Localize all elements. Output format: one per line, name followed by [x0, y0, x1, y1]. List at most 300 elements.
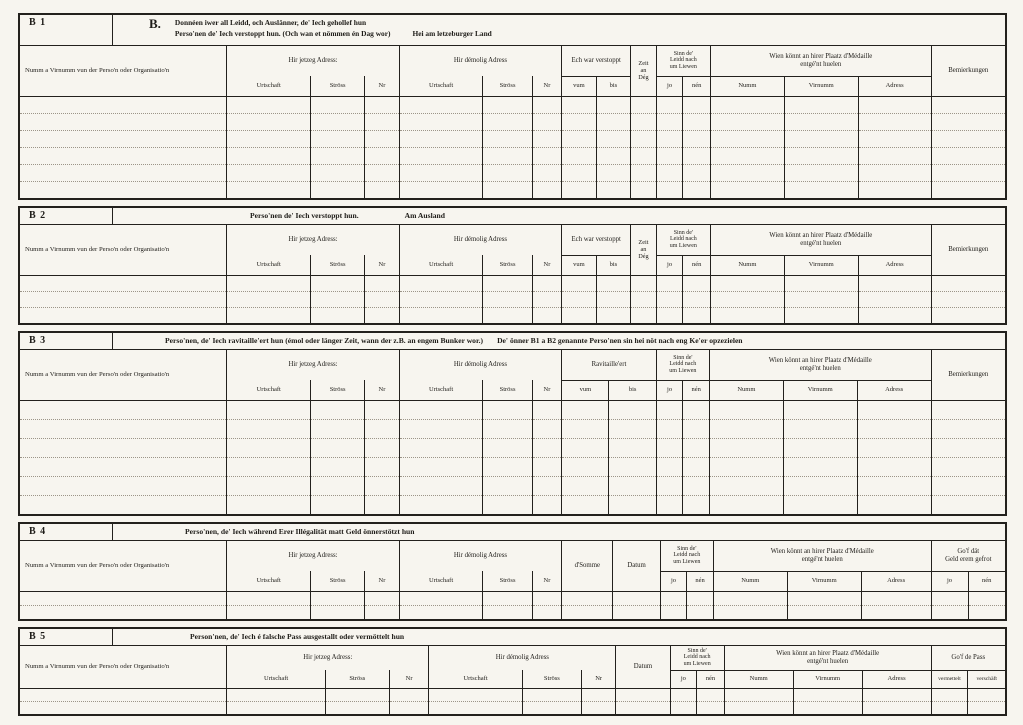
entry-cell: [483, 147, 532, 164]
entry-cell: [581, 701, 615, 714]
entry-cell: [365, 419, 399, 438]
sub-nr: Nr: [365, 571, 399, 591]
entry-cell: [532, 307, 562, 323]
entry-cell: [931, 147, 1005, 164]
col-remarks: Bemierkungen: [931, 46, 1005, 96]
b1-title-block: [113, 15, 492, 45]
entry-cell: [20, 457, 227, 476]
entry-cell: [483, 164, 532, 181]
entry-cell: [656, 495, 683, 514]
header-line: Leidd nach: [669, 57, 697, 64]
table-row: [20, 147, 1005, 164]
header-line: entgé'nt huelen: [800, 60, 842, 68]
entry-cell: [311, 307, 365, 323]
b4-title-block: [113, 524, 415, 540]
entry-cell: [227, 495, 311, 514]
entry-cell: [311, 275, 365, 291]
entry-cell: [857, 400, 931, 419]
sub-vum: vum: [562, 76, 596, 96]
entry-cell: [858, 307, 931, 323]
col-alive: [656, 46, 710, 76]
header-line: Zeit: [638, 238, 649, 246]
section-b1: [18, 13, 1007, 200]
sub-virnumm: Virnumm: [784, 255, 858, 275]
col-zeit-an-deg: [631, 46, 657, 96]
entry-cell: [532, 130, 562, 147]
sub-verschaft: verschäft: [968, 670, 1005, 688]
entry-cell: [399, 605, 483, 619]
entry-cell: [562, 419, 609, 438]
entry-cell: [631, 275, 657, 291]
col-remarks: Bemierkungen: [931, 225, 1005, 275]
sub-urtschaft: Urtschaft: [227, 380, 311, 400]
entry-cell: [532, 96, 562, 113]
entry-cell: [683, 164, 711, 181]
entry-cell: [793, 688, 862, 701]
entry-cell: [532, 476, 562, 495]
entry-cell: [325, 701, 389, 714]
entry-cell: [857, 476, 931, 495]
header-line: entgé'nt huelen: [799, 364, 841, 372]
table-row: [20, 307, 1005, 323]
sub-urtschaft: Urtschaft: [399, 76, 483, 96]
sub-urtschaft: Urtschaft: [399, 380, 483, 400]
header-line: an: [640, 67, 647, 75]
entry-cell: [968, 688, 1005, 701]
b4-table: [20, 541, 1005, 619]
entry-cell: [596, 113, 630, 130]
col-current-address: Hir jetzeg Adress:: [227, 46, 399, 76]
col-pass: Go'f de Pass: [931, 646, 1005, 670]
entry-cell: [532, 457, 562, 476]
col-name: Numm a Virnumm vun der Perso'n oder Organisatio'n: [20, 541, 227, 591]
entry-cell: [783, 419, 857, 438]
table-row: [20, 113, 1005, 130]
b3-title: Perso'nen, de' Iech ravitaille'ert hun (émol oder länger Zeit, wann der z.B. an engem Bunker wor.): [165, 335, 484, 345]
entry-cell: [783, 457, 857, 476]
entry-cell: [227, 275, 311, 291]
entry-cell: [656, 96, 683, 113]
entry-cell: [562, 164, 596, 181]
entry-cell: [660, 605, 687, 619]
entry-cell: [596, 291, 630, 307]
entry-cell: [532, 438, 562, 457]
col-former-address: Hir démolig Adress: [399, 350, 562, 380]
sub-nen: nén: [683, 76, 711, 96]
entry-cell: [365, 457, 399, 476]
b4-titlebar: [20, 524, 1005, 541]
table-row: [20, 457, 1005, 476]
col-medal: [710, 225, 931, 255]
col-zeit-an-deg: [631, 225, 657, 275]
header-line: entgé'nt huelen: [801, 555, 843, 563]
header-line: entgé'nt huelen: [807, 657, 849, 665]
col-hidden-period: Ech war verstoppt: [562, 225, 631, 255]
entry-cell: [365, 275, 399, 291]
sub-urtschaft: Urtschaft: [227, 255, 311, 275]
entry-cell: [20, 96, 227, 113]
entry-cell: [399, 291, 483, 307]
entry-cell: [365, 181, 399, 198]
entry-cell: [532, 605, 562, 619]
header-line: Leidd nach: [683, 654, 711, 661]
b1-title-line1: Donnéen iwer all Leidd, och Auslänner, de' Iech gehollef hun: [174, 18, 367, 27]
table-row: [20, 495, 1005, 514]
entry-cell: [683, 476, 710, 495]
entry-cell: [483, 96, 532, 113]
entry-cell: [227, 591, 311, 605]
b3-title2: De' önner B1 a B2 genannte Perso'nen sin hei nöt nach eng Ke'er opzezielen: [497, 335, 743, 345]
entry-cell: [609, 400, 656, 419]
entry-cell: [227, 96, 311, 113]
entry-cell: [931, 457, 1005, 476]
header-line: Wien könnt an hirer Plaatz d'Médaille: [769, 52, 873, 60]
header-line: um Liewen: [683, 661, 711, 668]
sub-jo: jo: [670, 670, 697, 688]
entry-cell: [562, 291, 596, 307]
entry-cell: [399, 591, 483, 605]
entry-cell: [710, 164, 784, 181]
entry-cell: [399, 130, 483, 147]
entry-cell: [616, 688, 670, 701]
entry-cell: [687, 605, 714, 619]
sub-stross: Ströss: [311, 255, 365, 275]
entry-cell: [20, 701, 227, 714]
sub-adress: Adress: [861, 571, 931, 591]
entry-cell: [683, 147, 711, 164]
entry-cell: [631, 181, 657, 198]
header-line: Sinn de': [673, 229, 693, 236]
b3-title-block: [113, 333, 743, 349]
entry-cell: [311, 130, 365, 147]
sub-bis: bis: [609, 380, 656, 400]
entry-cell: [399, 476, 483, 495]
entry-cell: [227, 291, 311, 307]
entry-cell: [862, 701, 931, 714]
col-datum: Datum: [613, 541, 660, 591]
sub-nr: Nr: [532, 380, 562, 400]
table-row: [20, 438, 1005, 457]
entry-cell: [784, 130, 858, 147]
entry-cell: [532, 181, 562, 198]
table-row: [20, 688, 1005, 701]
entry-cell: [20, 291, 227, 307]
header-line: Dég: [638, 74, 649, 82]
section-b4: [18, 522, 1007, 621]
entry-cell: [399, 307, 483, 323]
entry-cell: [227, 419, 311, 438]
entry-cell: [389, 688, 428, 701]
entry-cell: [581, 688, 615, 701]
b1-title-right: Hei am letzeburger Land: [412, 29, 492, 39]
entry-cell: [20, 438, 227, 457]
entry-cell: [724, 701, 793, 714]
entry-cell: [858, 113, 931, 130]
entry-cell: [399, 457, 483, 476]
entry-cell: [562, 591, 613, 605]
entry-cell: [784, 307, 858, 323]
sub-adress: Adress: [858, 76, 931, 96]
entry-cell: [20, 130, 227, 147]
entry-cell: [697, 688, 725, 701]
entry-cell: [365, 495, 399, 514]
entry-cell: [787, 591, 861, 605]
entry-cell: [399, 113, 483, 130]
entry-cell: [931, 438, 1005, 457]
section-b3: [18, 331, 1007, 516]
header-line: Leidd nach: [673, 552, 701, 559]
entry-cell: [609, 438, 656, 457]
entry-cell: [670, 701, 697, 714]
entry-cell: [20, 476, 227, 495]
sub-jo: jo: [660, 571, 687, 591]
entry-cell: [596, 181, 630, 198]
entry-cell: [532, 495, 562, 514]
sub-bis: bis: [596, 76, 630, 96]
entry-cell: [631, 130, 657, 147]
entry-cell: [858, 275, 931, 291]
entry-cell: [399, 495, 483, 514]
entry-cell: [710, 96, 784, 113]
entry-cell: [429, 688, 523, 701]
col-name: Numm a Virnumm vun der Perso'n oder Organisatio'n: [20, 225, 227, 275]
col-current-address: Hir jetzeg Adress:: [227, 225, 399, 255]
entry-cell: [532, 419, 562, 438]
entry-cell: [784, 275, 858, 291]
entry-cell: [365, 400, 399, 419]
entry-cell: [931, 275, 1005, 291]
entry-cell: [429, 701, 523, 714]
sub-adress: Adress: [857, 380, 931, 400]
header-line: um Liewen: [673, 559, 701, 566]
entry-cell: [931, 701, 968, 714]
sub-numm: Numm: [724, 670, 793, 688]
entry-cell: [931, 591, 968, 605]
col-name: Numm a Virnumm vun der Perso'n oder Organisatio'n: [20, 646, 227, 688]
header-line: um Liewen: [669, 64, 697, 71]
entry-cell: [227, 113, 311, 130]
entry-cell: [227, 688, 326, 701]
table-row: [20, 291, 1005, 307]
entry-cell: [931, 605, 968, 619]
entry-cell: [227, 400, 311, 419]
b5-table: [20, 646, 1005, 714]
entry-cell: [562, 147, 596, 164]
entry-cell: [399, 96, 483, 113]
entry-cell: [562, 495, 609, 514]
col-medal: [724, 646, 931, 670]
section-b2: [18, 206, 1007, 325]
col-medal: [713, 541, 931, 571]
entry-cell: [532, 113, 562, 130]
entry-cell: [784, 96, 858, 113]
entry-cell: [687, 591, 714, 605]
sub-nr: Nr: [532, 76, 562, 96]
entry-cell: [483, 113, 532, 130]
entry-cell: [365, 96, 399, 113]
entry-cell: [609, 457, 656, 476]
entry-cell: [562, 181, 596, 198]
entry-cell: [931, 291, 1005, 307]
entry-cell: [656, 438, 683, 457]
table-row: [20, 164, 1005, 181]
entry-cell: [857, 438, 931, 457]
entry-cell: [311, 181, 365, 198]
entry-cell: [596, 96, 630, 113]
col-current-address: Hir jetzeg Adress:: [227, 541, 399, 571]
sub-vermettelt: vermettelt: [931, 670, 968, 688]
entry-cell: [483, 495, 532, 514]
table-row: [20, 181, 1005, 198]
entry-cell: [709, 457, 783, 476]
table-row: [20, 476, 1005, 495]
entry-cell: [532, 291, 562, 307]
entry-cell: [656, 147, 683, 164]
entry-cell: [311, 113, 365, 130]
sub-nr: Nr: [581, 670, 615, 688]
header-line: Wien könnt an hirer Plaatz d'Médaille: [769, 231, 873, 239]
entry-cell: [656, 164, 683, 181]
entry-cell: [227, 701, 326, 714]
sub-urtschaft: Urtschaft: [399, 571, 483, 591]
entry-cell: [710, 130, 784, 147]
entry-cell: [311, 419, 365, 438]
entry-cell: [562, 130, 596, 147]
sub-numm: Numm: [710, 255, 784, 275]
entry-cell: [784, 291, 858, 307]
b5-section-id: B 5: [20, 629, 113, 645]
b4-section-id: B 4: [20, 524, 113, 540]
sub-stross: Ströss: [325, 670, 389, 688]
sub-urtschaft: Urtschaft: [227, 571, 311, 591]
b4-title: Perso'nen, de' Iech während Erer Illégalität matt Geld önnerstötzt hun: [185, 526, 415, 536]
col-current-address: Hir jetzeg Adress:: [227, 350, 399, 380]
table-row: [20, 400, 1005, 419]
sub-jo: jo: [656, 380, 683, 400]
entry-cell: [609, 419, 656, 438]
entry-cell: [656, 307, 683, 323]
entry-cell: [968, 591, 1005, 605]
entry-cell: [365, 591, 399, 605]
entry-cell: [710, 275, 784, 291]
entry-cell: [710, 307, 784, 323]
col-alive: [656, 350, 709, 380]
b5-title: Person'nen, de' Iech é falsche Pass ausgestallt oder vermöttelt hun: [190, 631, 405, 641]
sub-stross: Ströss: [311, 571, 365, 591]
entry-cell: [227, 476, 311, 495]
sub-nen: nén: [697, 670, 725, 688]
entry-cell: [311, 96, 365, 113]
entry-cell: [609, 495, 656, 514]
entry-cell: [20, 688, 227, 701]
entry-cell: [793, 701, 862, 714]
entry-cell: [311, 400, 365, 419]
sub-urtschaft: Urtschaft: [227, 670, 326, 688]
entry-cell: [562, 96, 596, 113]
sub-stross: Ströss: [483, 571, 532, 591]
entry-cell: [857, 419, 931, 438]
entry-cell: [365, 164, 399, 181]
entry-cell: [562, 605, 613, 619]
b2-subtitle: Am Ausland: [404, 210, 445, 220]
sub-urtschaft: Urtschaft: [429, 670, 523, 688]
entry-cell: [709, 476, 783, 495]
entry-cell: [683, 96, 711, 113]
col-medal: [710, 46, 931, 76]
entry-cell: [709, 400, 783, 419]
sub-adress: Adress: [858, 255, 931, 275]
header-line: entgé'nt huelen: [800, 239, 842, 247]
table-row: [20, 130, 1005, 147]
entry-cell: [562, 438, 609, 457]
entry-cell: [311, 438, 365, 457]
col-medal: [709, 350, 931, 380]
sub-stross: Ströss: [311, 76, 365, 96]
entry-cell: [365, 113, 399, 130]
entry-cell: [683, 113, 711, 130]
entry-cell: [20, 307, 227, 323]
entry-cell: [311, 164, 365, 181]
entry-cell: [931, 688, 968, 701]
entry-cell: [20, 275, 227, 291]
col-ravitailleert: Ravitaille'ert: [562, 350, 657, 380]
entry-cell: [683, 181, 711, 198]
col-datum: Datum: [616, 646, 670, 688]
sub-jo: jo: [656, 76, 683, 96]
entry-cell: [683, 419, 710, 438]
col-former-address: Hir démolig Adress: [399, 225, 562, 255]
entry-cell: [784, 113, 858, 130]
entry-cell: [683, 307, 711, 323]
header-line: Wien könnt an hirer Plaatz d'Médaille: [768, 356, 872, 364]
sub-nen: nén: [683, 255, 711, 275]
entry-cell: [697, 701, 725, 714]
entry-cell: [227, 147, 311, 164]
entry-cell: [710, 147, 784, 164]
entry-cell: [787, 605, 861, 619]
col-name: Numm a Virnumm vun der Perso'n oder Organisatio'n: [20, 46, 227, 96]
entry-cell: [968, 605, 1005, 619]
entry-cell: [784, 164, 858, 181]
entry-cell: [631, 96, 657, 113]
entry-cell: [311, 591, 365, 605]
entry-cell: [483, 400, 532, 419]
entry-cell: [483, 476, 532, 495]
entry-cell: [861, 605, 931, 619]
sub-nr: Nr: [365, 255, 399, 275]
entry-cell: [532, 591, 562, 605]
entry-cell: [562, 275, 596, 291]
sub-stross: Ströss: [483, 380, 532, 400]
entry-cell: [483, 438, 532, 457]
entry-cell: [311, 495, 365, 514]
col-former-address: Hir démolig Adress: [399, 541, 562, 571]
sub-numm: Numm: [713, 571, 787, 591]
entry-cell: [631, 307, 657, 323]
entry-cell: [365, 476, 399, 495]
entry-cell: [483, 307, 532, 323]
entry-cell: [670, 688, 697, 701]
entry-cell: [710, 181, 784, 198]
sub-virnumm: Virnumm: [784, 76, 858, 96]
entry-cell: [858, 130, 931, 147]
entry-cell: [20, 113, 227, 130]
b1-title-lines: [175, 17, 492, 40]
entry-cell: [365, 438, 399, 457]
entry-cell: [683, 438, 710, 457]
sub-nen: nén: [968, 571, 1005, 591]
sub-numm: Numm: [709, 380, 783, 400]
